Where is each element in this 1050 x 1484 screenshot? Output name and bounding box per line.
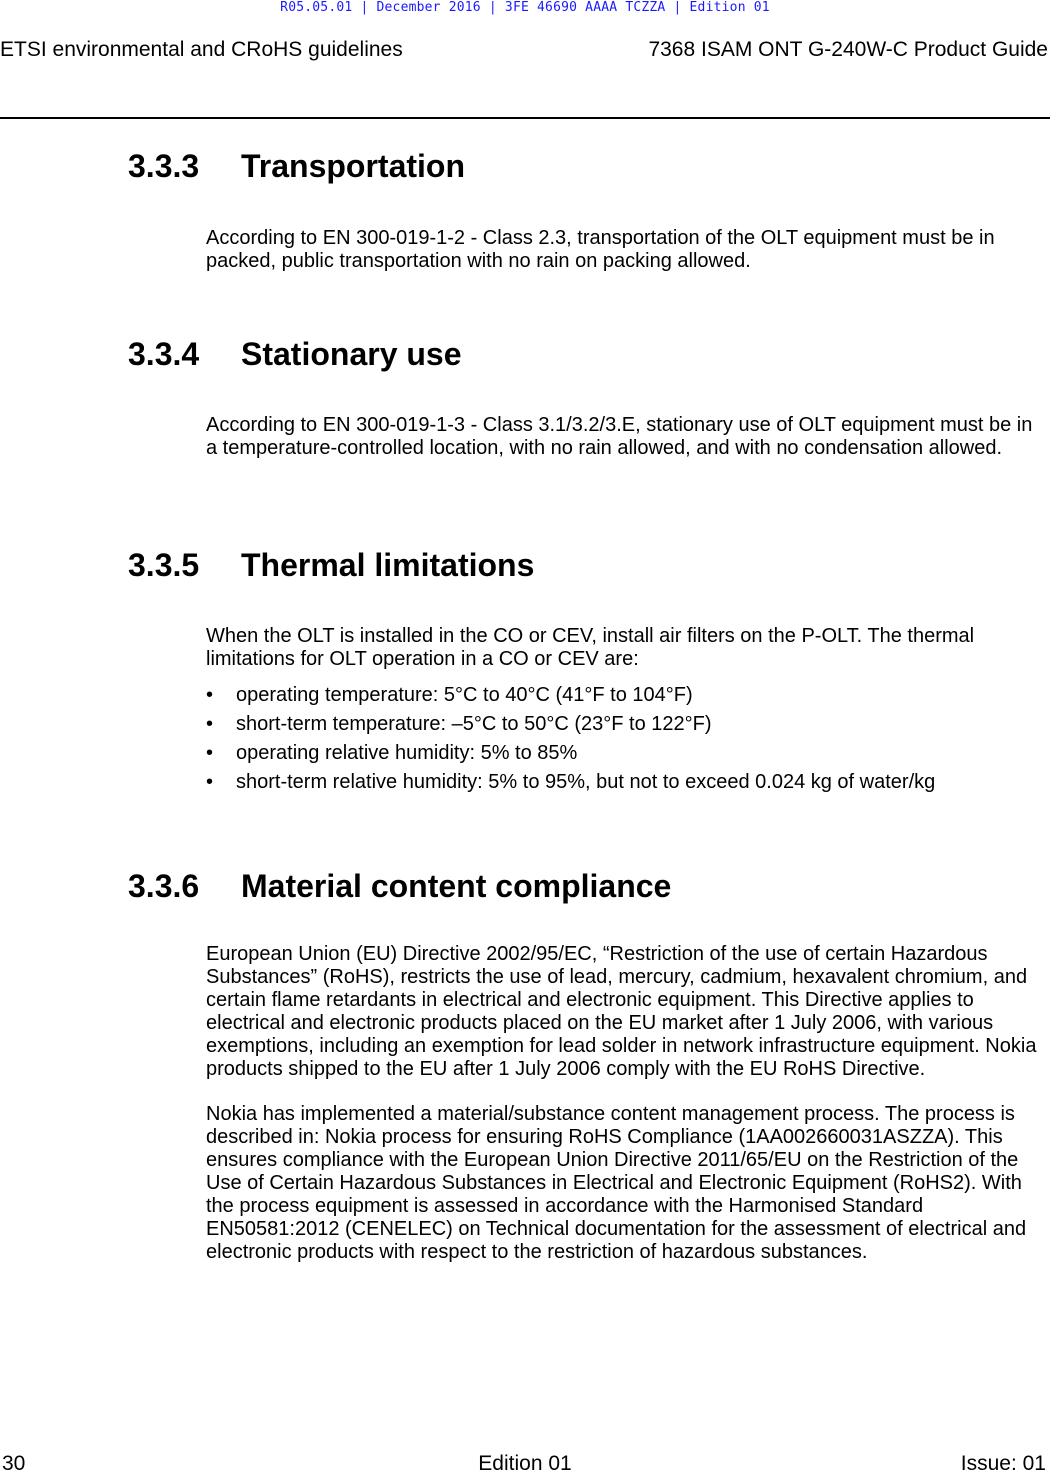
- section-title: Transportation: [241, 148, 466, 184]
- section-heading-transportation: [128, 148, 465, 185]
- bullet-icon: •: [206, 684, 214, 706]
- section-title: Thermal limitations: [241, 547, 535, 583]
- section-heading-material-compliance: [128, 868, 671, 905]
- header-left-title: ETSI environmental and CRoHS guidelines: [0, 38, 403, 61]
- paragraph: According to EN 300-019-1-2 - Class 2.3, transportation of the OLT equipment must be in packed, public transportation with no rain on packing allowed.: [206, 227, 995, 272]
- bullet-icon: •: [206, 713, 214, 735]
- list-item-text: operating temperature: 5°C to 40°C (41°F to 104°F): [236, 684, 693, 706]
- section-number: 3.3.5: [128, 547, 200, 583]
- section-body-material-compliance: [206, 943, 1048, 1264]
- paragraph: Nokia has implemented a material/substance content management process. The process is described in: Nokia process for ensuring RoHS Compliance (1AA002660031ASZZA). This ensures compliance with the European Union Directive 2011/65/EU on the Restriction of the Use of Certain Hazardous Substances in Electrical and Electronic Equipment (RoHS2). With the process equipment is assessed in accordance with the Harmonised Standard EN50581:2012 (CENELEC) on Technical documentation for the assessment of electrical and electronic products with respect to the restriction of hazardous substances.: [206, 1103, 1027, 1263]
- section-number: 3.3.4: [128, 336, 200, 372]
- section-body-stationary-use: [206, 414, 1048, 460]
- bullet-icon: •: [206, 742, 214, 764]
- section-body-transportation: [206, 227, 1048, 273]
- section-body-thermal-limitations: [206, 625, 1048, 797]
- header-divider: [0, 117, 1050, 119]
- list-item: [206, 710, 1048, 739]
- list-item-text: short-term temperature: –5°C to 50°C (23°F to 122°F): [236, 713, 712, 735]
- list-item: [206, 681, 1048, 710]
- section-number: 3.3.6: [128, 868, 200, 904]
- paragraph: According to EN 300-019-1-3 - Class 3.1/3.2/3.E, stationary use of OLT equipment must be in a temperature-controlled location, with no rain allowed, and with no condensation allowed.: [206, 414, 1033, 459]
- section-heading-thermal-limitations: [128, 547, 534, 584]
- section-heading-stationary-use: [128, 336, 462, 373]
- list-item: [206, 739, 1048, 768]
- section-title: Material content compliance: [241, 868, 672, 904]
- section-title: Stationary use: [241, 336, 462, 372]
- list-item-text: short-term relative humidity: 5% to 95%, but not to exceed 0.024 kg of water/kg: [236, 771, 936, 793]
- footer-issue: Issue: 01: [960, 1452, 1046, 1475]
- list-item: [206, 768, 1048, 797]
- paragraph: European Union (EU) Directive 2002/95/EC, “Restriction of the use of certain Hazardous Substances” (RoHS), restricts the use of lead, mercury, cadmium, hexavalent chromium, and certain flame retardants in electrical and electronic equipment. This Directive applies to electrical and electronic products placed on the EU market after 1 July 2006, with various exemptions, including an exemption for lead solder in network infrastructure equipment. Nokia products shipped to the EU after 1 July 2006 comply with the EU RoHS Directive.: [206, 943, 1037, 1080]
- footer-page-number: 30: [2, 1452, 26, 1475]
- paragraph: When the OLT is installed in the CO or CEV, install air filters on the P-OLT. The thermal limitations for OLT operation in a CO or CEV are:: [206, 625, 975, 670]
- document-revision-stamp: R05.05.01 | December 2016 | 3FE 46690 AAAA TCZZA | Edition 01: [280, 0, 770, 15]
- bullet-icon: •: [206, 771, 214, 793]
- section-number: 3.3.3: [128, 148, 200, 184]
- list-item-text: operating relative humidity: 5% to 85%: [236, 742, 578, 764]
- header-right-title: 7368 ISAM ONT G-240W-C Product Guide: [648, 38, 1048, 61]
- thermal-limits-list: [206, 681, 1048, 797]
- footer-edition: Edition 01: [478, 1452, 572, 1475]
